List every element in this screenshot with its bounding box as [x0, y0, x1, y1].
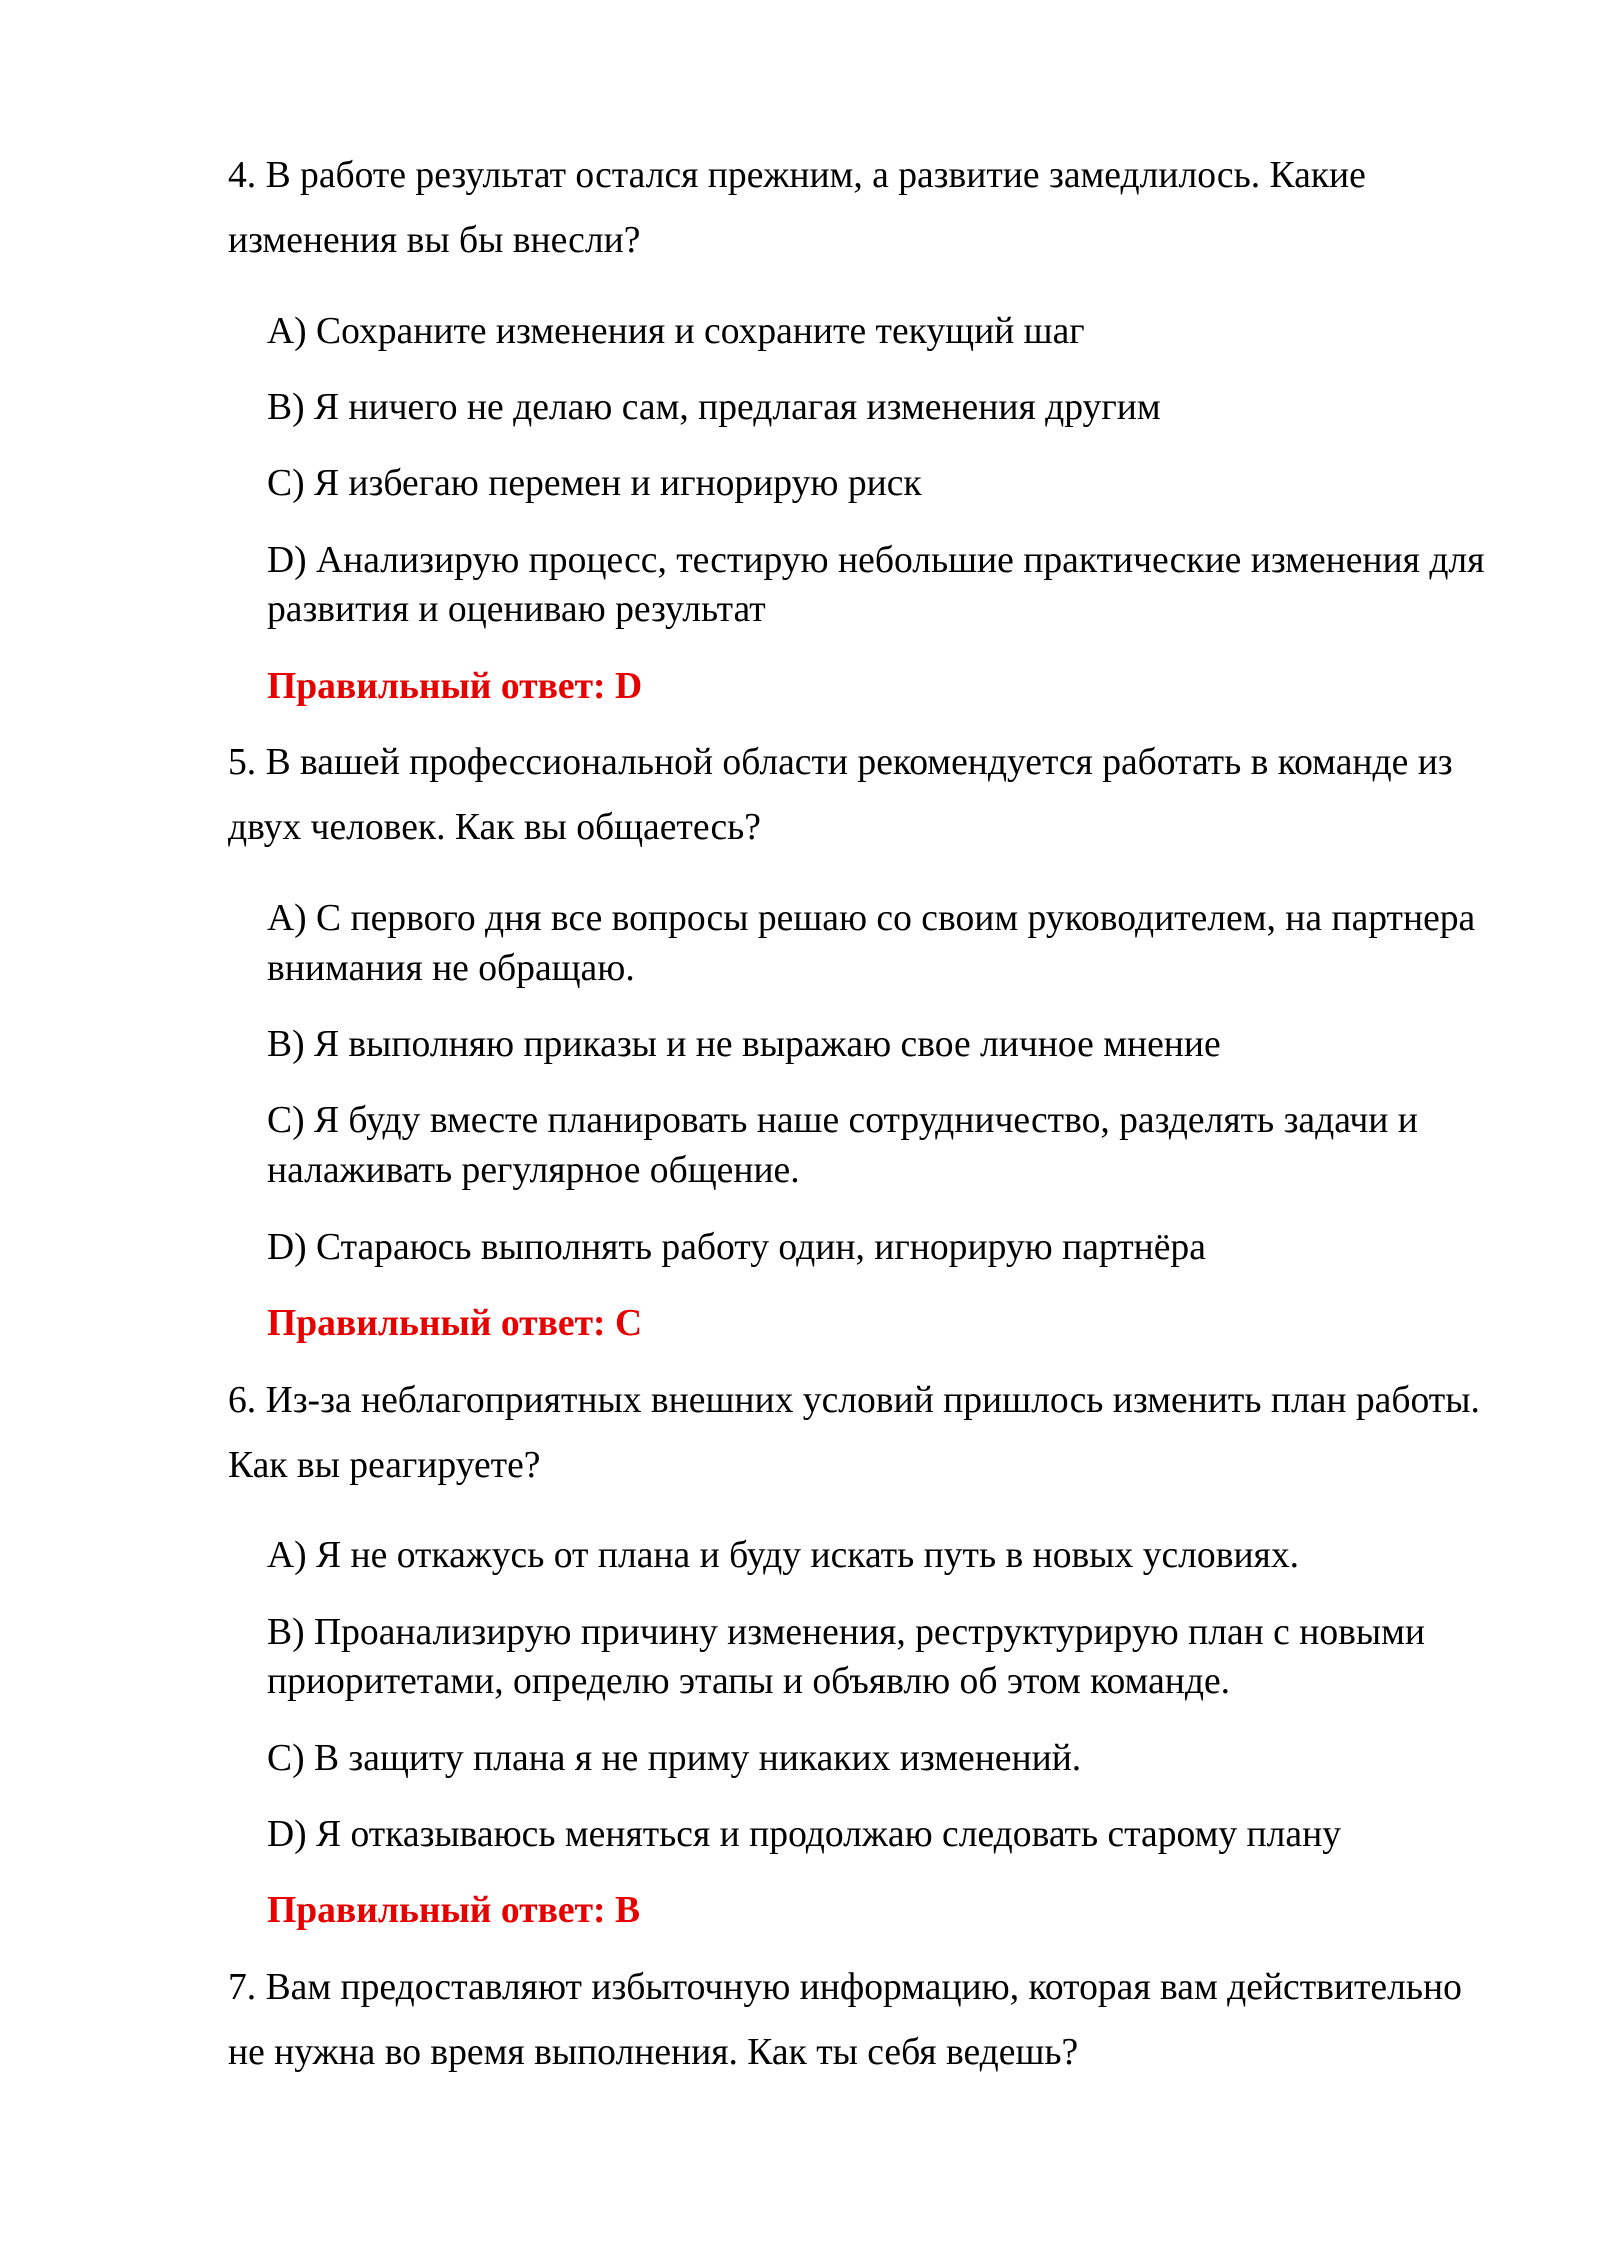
- question-4-option-b: B) Я ничего не делаю сам, предлагая изменения другим: [267, 386, 1161, 428]
- question-5-correct-answer: Правильный ответ: C: [267, 1302, 643, 1344]
- question-6-correct-answer: Правильный ответ: B: [267, 1890, 641, 1932]
- question-6-option-b: B) Проанализирую причину изменения, реструктурирую план с новыми приоритетами, определю этапы и объявлю об этом команде.: [267, 1611, 1426, 1703]
- question-6-option-a: A) Я не откажусь от плана и буду искать путь в новых условиях.: [267, 1535, 1300, 1577]
- question-4-correct-answer: Правильный ответ: D: [267, 665, 643, 707]
- question-7-block: [228, 1955, 1494, 2085]
- document-body: [228, 143, 1494, 2119]
- question-6-option-d: D) Я отказываюсь меняться и продолжаю следовать старому плану: [267, 1814, 1341, 1856]
- question-7-text: 7. Вам предоставляют избыточную информацию, которая вам действительно не нужна во время выполнения. Как ты себя ведешь?: [228, 1967, 1462, 2074]
- question-4-block: [228, 143, 1494, 711]
- question-4-option-d: D) Анализирую процесс, тестирую небольшие практические изменения для развития и оцениваю результат: [267, 539, 1485, 631]
- question-5-option-d: D) Стараюсь выполнять работу один, игнорирую партнёра: [267, 1226, 1206, 1268]
- question-5-text: 5. В вашей профессиональной области рекомендуется работать в команде из двух человек. Как вы общаетесь?: [228, 742, 1453, 849]
- question-6-text: 6. Из-за неблагоприятных внешних условий пришлось изменить план работы. Как вы реагируете?: [228, 1379, 1480, 1486]
- question-4-option-c: C) Я избегаю перемен и игнорирую риск: [267, 463, 922, 505]
- question-5-option-a: A) С первого дня все вопросы решаю со своим руководителем, на партнера внимания не обращаю.: [267, 897, 1476, 989]
- question-5-option-c: C) Я буду вместе планировать наше сотрудничество, разделять задачи и налаживать регулярное общение.: [267, 1100, 1418, 1192]
- question-6-option-c: C) В защиту плана я не приму никаких изменений.: [267, 1737, 1082, 1779]
- question-5-option-b: B) Я выполняю приказы и не выражаю свое личное мнение: [267, 1024, 1221, 1066]
- question-5-block: [228, 730, 1494, 1348]
- question-6-block: [228, 1368, 1494, 1936]
- question-4-option-a: A) Сохраните изменения и сохраните текущий шаг: [267, 310, 1085, 352]
- question-4-text: 4. В работе результат остался прежним, а развитие замедлилось. Какие изменения вы бы внесли?: [228, 155, 1366, 261]
